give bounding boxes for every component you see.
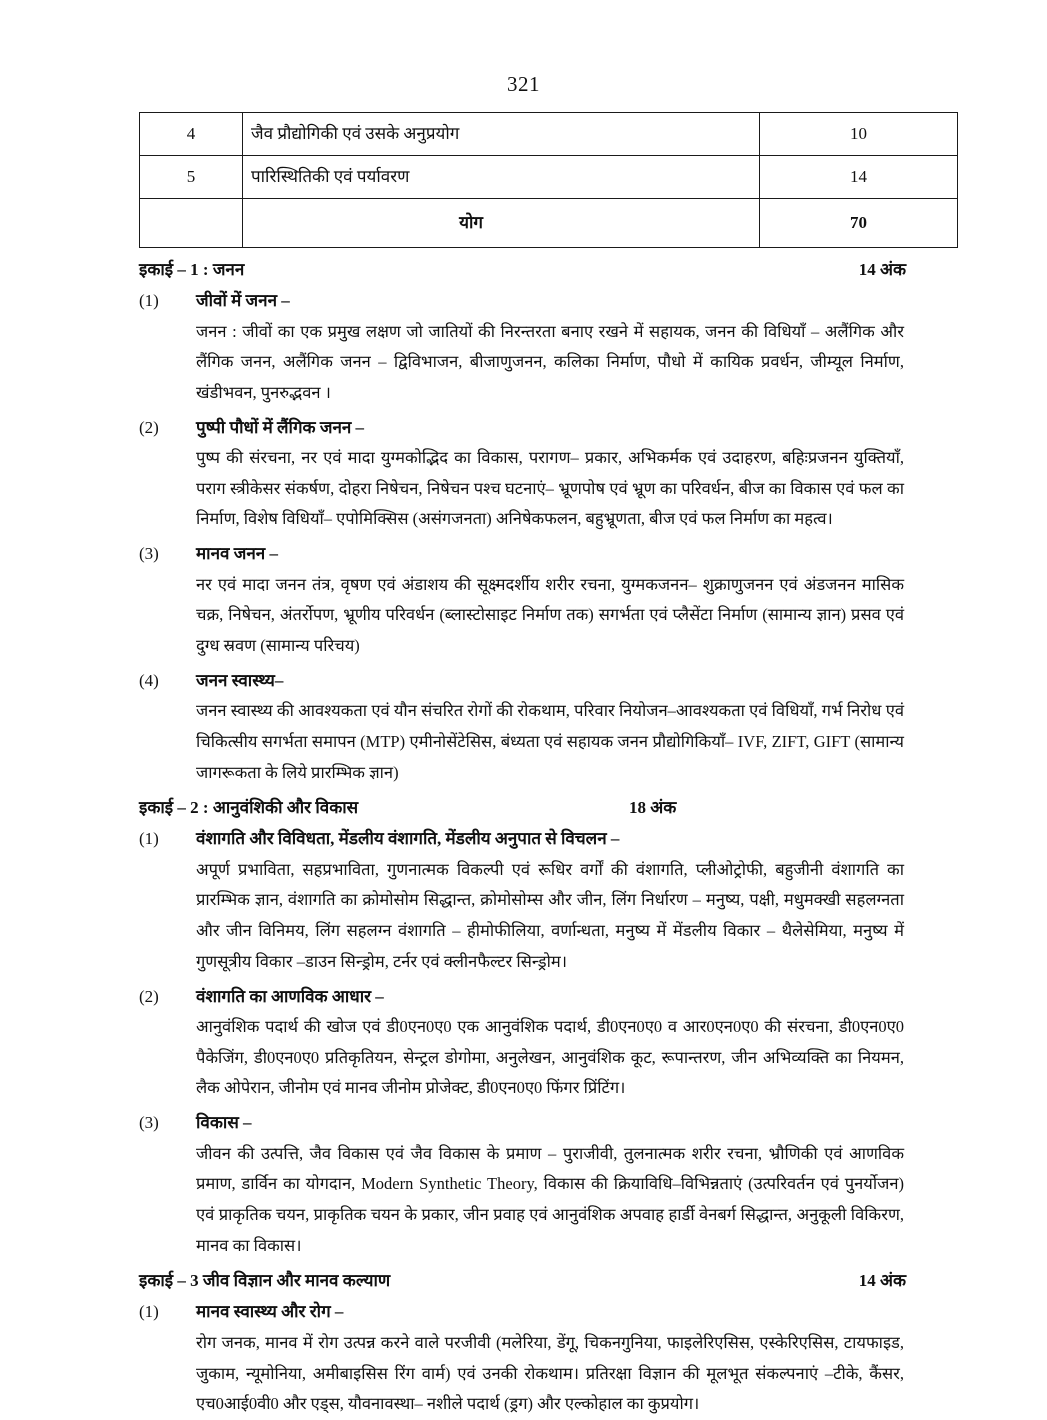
table-cell-marks: 14 — [760, 156, 958, 199]
table-cell-total-label: योग — [243, 199, 760, 248]
topic-title: विकास – — [196, 1113, 252, 1133]
unit-marks: 14 अंक — [858, 260, 906, 279]
topic-body: जनन स्वास्थ्य की आवश्यकता एवं यौन संचरित रोगों की रोकथाम, परिवार नियोजन–आवश्यकता एवं विधियाँ, गर्भ निरोध एवं चिकित्सीय सगर्भता समापन (MTP) एमीनोसेंटेसिस, बंध्यता एवं सहायक जनन प्रौद्योगिकियाँ– IVF, ZIFT, GIFT (सामान्य जागरूकता के लिये प्रारम्भिक ज्ञान) — [196, 701, 904, 782]
topic-title: मानव स्वास्थ्य और रोग – — [196, 1302, 344, 1322]
topic-body: पुष्प की संरचना, नर एवं मादा युग्मकोद्भिद का विकास, परागण– प्रकार, अभिकर्मक एवं उदाहरण, बहिःप्रजनन युक्तियाँ, पराग स्त्रीकेसर संकर्षण, दोहरा निषेचन, निषेचन पश्च घटनाएं– भ्रूणपोष एवं भ्रूण का परिवर्धन, बीज का विकास एवं फल का निर्माण, विशेष विधियाँ– एपोमिक्सिस (असंगजनता) अनिषेकफलन, बहुभ्रूणता, बीज एवं फल निर्माण का महत्व। — [196, 448, 904, 529]
topic-item — [139, 1299, 906, 1420]
unit-heading-1 — [139, 257, 906, 281]
topic-title: पुष्पी पौधों में लैंगिक जनन – — [196, 417, 365, 437]
unit-marks: 14 अंक — [858, 1271, 906, 1291]
topic-body: नर एवं मादा जनन तंत्र, वृषण एवं अंडाशय की सूक्ष्मदर्शीय शरीर रचना, युग्मकजनन– शुक्राणुजनन एवं अंडजनन मासिक चक्र, निषेचन, अंतर्रोपण, भ्रूणीय परिवर्धन (ब्लास्टोसाइट निर्माण तक) सगर्भता एवं प्लैसेंटा निर्माण (सामान्य ज्ञान) प्रसव एवं दुग्ध स्रवण (सामान्य परिचय) — [196, 574, 904, 655]
topic-number: (2) — [139, 417, 159, 437]
topic-title: मानव जनन – — [196, 544, 278, 564]
table-cell-sno: 4 — [140, 113, 243, 156]
topic-body: जीवन की उत्पत्ति, जैव विकास एवं जैव विकास के प्रमाण – पुराजीवी, तुलनात्मक शरीर रचना, भ्रौणिकी एवं आणविक प्रमाण, डार्विन का योगदान, Modern Synthetic Theory, विकास की क्रियाविधि–विभिन्नताएं (उत्परिवर्तन एवं पुनर्योजन) एवं प्राकृतिक चयन, प्राकृतिक चयन के प्रकार, जीन प्रवाह एवं आनुवंशिक अपवाह हार्डी वेनबर्ग सिद्धान्त, अनुकूली विकिरण, मानव का विकास। — [196, 1143, 904, 1255]
topic-item — [139, 288, 906, 409]
table-row — [140, 156, 958, 199]
marks-table-body — [140, 113, 958, 248]
topic-number: (1) — [139, 291, 159, 310]
topic-title: जीवों में जनन – — [196, 291, 290, 310]
topic-number: (2) — [139, 986, 159, 1006]
table-cell-sno-empty — [140, 199, 243, 248]
topic-number: (3) — [139, 1113, 159, 1133]
topic-title: वंशागति और विविधता, मेंडलीय वंशागति, मेंडलीय अनुपात से विचलन – — [196, 829, 620, 849]
topic-item — [139, 415, 906, 536]
page-number: 321 — [507, 72, 540, 96]
unit-title: इकाई – 1 : जनन — [139, 260, 245, 279]
topic-item — [139, 668, 906, 789]
page-content — [139, 112, 906, 1420]
unit-heading-2 — [139, 795, 906, 819]
topic-item — [139, 826, 906, 977]
unit-marks: 18 अंक — [629, 798, 677, 818]
topic-title: वंशागति का आणविक आधार – — [196, 986, 384, 1006]
table-cell-sno: 5 — [140, 156, 243, 199]
topic-item — [139, 984, 906, 1105]
table-row — [140, 113, 958, 156]
table-cell-topic: पारिस्थितिकी एवं पर्यावरण — [243, 156, 760, 199]
topic-body: रोग जनक, मानव में रोग उत्पन्न करने वाले परजीवी (मलेरिया, डेंगू, चिकनगुनिया, फाइलेरिएसिस, एस्केरिएसिस, टायफाइड, जुकाम, न्यूमोनिया, अमीबाइसिस रिंग वार्म) एवं उनकी रोकथाम। प्रतिरक्षा विज्ञान की मूलभूत संकल्पनाएं –टीके, कैंसर, एच0आई0वी0 और एड्स, यौवनावस्था– नशीले पदार्थ (ड्रग) और एल्कोहाल का कुप्रयोग। — [196, 1332, 904, 1414]
topic-number: (4) — [139, 670, 159, 690]
topic-item — [139, 1110, 906, 1261]
topic-title: जनन स्वास्थ्य– — [196, 670, 284, 690]
topic-number: (1) — [139, 829, 159, 849]
marks-table — [139, 112, 958, 248]
unit-title: इकाई – 2 : आनुवंशिकी और विकास — [139, 798, 359, 818]
unit-title: इकाई – 3 जीव विज्ञान और मानव कल्याण — [139, 1271, 391, 1291]
topic-body: अपूर्ण प्रभाविता, सहप्रभाविता, गुणनात्मक विकल्पी एवं रूधिर वर्गों की वंशागति, प्लीओट्रोफी, बहुजीनी वंशागति का प्रारम्भिक ज्ञान, वंशागति का क्रोमोसोम सिद्धान्त, क्रोमोसोम्स और जीन, लिंग निर्धारण – मनुष्य, पक्षी, मधुमक्खी सहलग्नता और जीन विनिमय, लिंग सहलग्न वंशागति – हीमोफीलिया, वर्णान्धता, मनुष्य में मेंडलीय विकार – थैलेसेमिया, मनुष्य में गुणसूत्रीय विकार –डाउन सिन्ड्रोम, टर्नर एवं क्लीनफैल्टर सिन्ड्रोम। — [196, 859, 904, 971]
table-cell-marks: 10 — [760, 113, 958, 156]
topic-number: (1) — [139, 1302, 159, 1322]
topic-number: (3) — [139, 544, 159, 564]
topic-body: आनुवंशिक पदार्थ की खोज एवं डी0एन0ए0 एक आनुवंशिक पदार्थ, डी0एन0ए0 व आर0एन0ए0 की संरचना, डी0एन0ए0 पैकेजिंग, डी0एन0ए0 प्रतिकृतियन, सेन्ट्रल डोगोमा, अनुलेखन, आनुवंशिक कूट, रूपान्तरण, जीन अभिव्यक्ति का नियमन, लैक ओपेरान, जीनोम एवं मानव जीनोम प्रोजेक्ट, डी0एन0ए0 फिंगर प्रिंटिंग। — [196, 1017, 904, 1098]
unit-heading-3 — [139, 1268, 906, 1292]
table-row-total — [140, 199, 958, 248]
table-cell-topic: जैव प्रौद्योगिकी एवं उसके अनुप्रयोग — [243, 113, 760, 156]
table-cell-total-marks: 70 — [760, 199, 958, 248]
topic-item — [139, 541, 906, 662]
topic-body: जनन : जीवों का एक प्रमुख लक्षण जो जातियों की निरन्तरता बनाए रखने में सहायक, जनन की विधियाँ – अलैंगिक और लैंगिक जनन, अलैंगिक जनन – द्विविभाजन, बीजाणुजनन, कलिका निर्माण, पौधो में कायिक प्रवर्धन, जीम्यूल निर्माण, खंडीभवन, पुनरुद्भवन । — [196, 321, 904, 402]
